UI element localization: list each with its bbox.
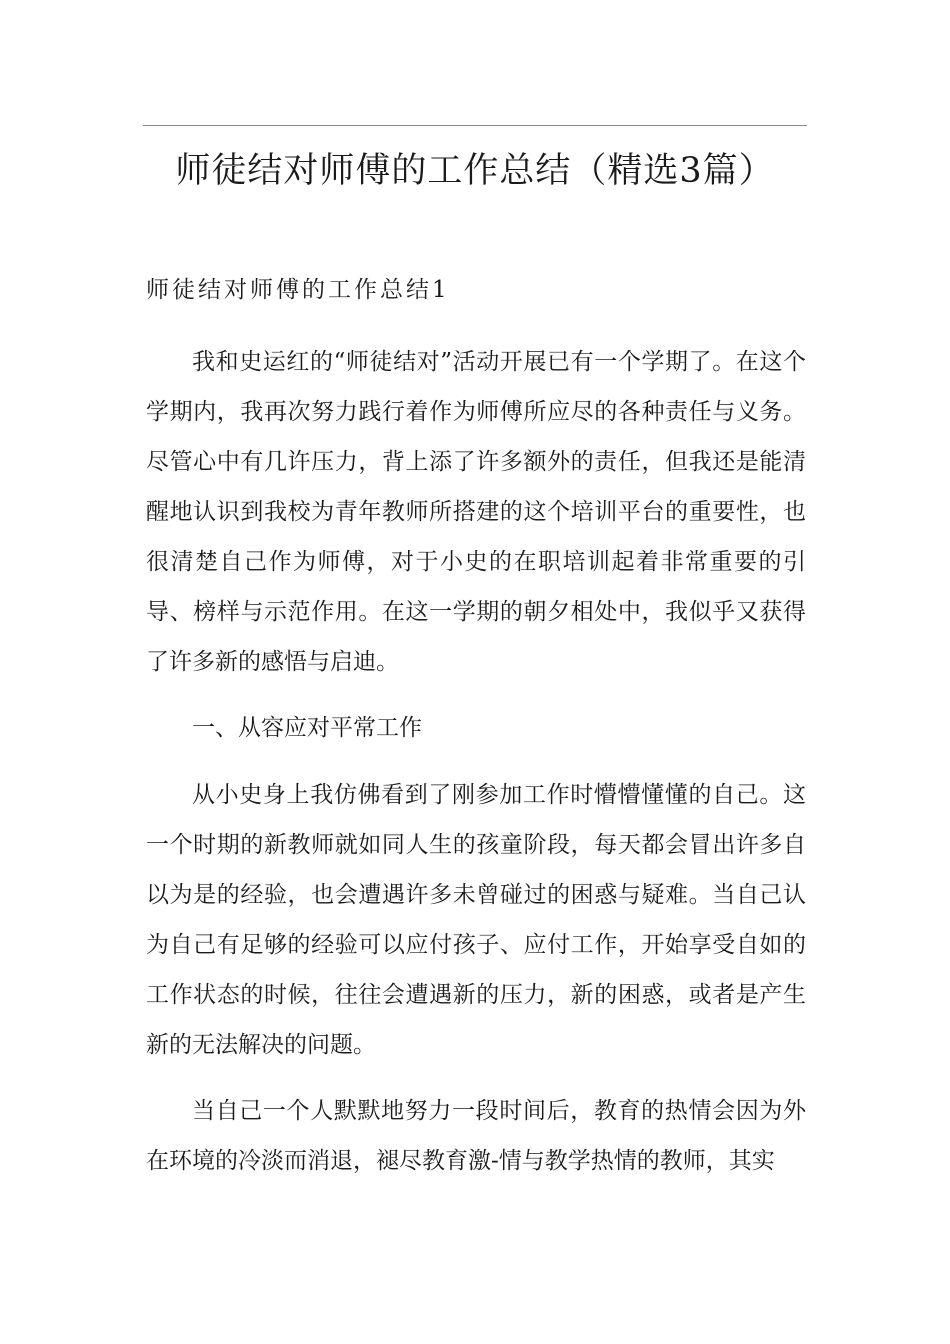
header-rule [143,125,807,126]
subheading-1: 一、从容应对平常工作 [192,715,422,741]
document-title: 师徒结对师傅的工作总结（精选3篇） [175,151,775,191]
paragraph-2 [146,770,806,1070]
paragraph-3 [146,1086,806,1186]
paragraph-1-text: 我和史运红的“师徒结对”活动开展已有一个学期了。在这个学期内，我再次努力践行着作为师傅所应尽的各种责任与义务。尽管心中有几许压力，背上添了许多额外的责任，但我还是能清醒地认识到我校为青年教师所搭建的这个培训平台的重要性，也很清楚自己作为师傅，对于小史的在职培训起着非常重要的引导、榜样与示范作用。在这一学期的朝夕相处中，我似乎又获得了许多新的感悟与启迪。 [146,349,806,675]
paragraph-1 [146,337,806,687]
section-heading: 师徒结对师傅的工作总结1 [146,277,450,303]
paragraph-2-text: 从小史身上我仿佛看到了刚参加工作时懵懵懂懂的自己。这一个时期的新教师就如同人生的孩童阶段，每天都会冒出许多自以为是的经验，也会遭遇许多未曾碰过的困惑与疑难。当自己认为自己有足够的经验可以应付孩子、应付工作，开始享受自如的工作状态的时候，往往会遭遇新的压力，新的困惑，或者是产生新的无法解决的问题。 [146,782,806,1058]
paragraph-3-text: 当自己一个人默默地努力一段时间后，教育的热情会因为外在环境的冷淡而消退，褪尽教育激-情与教学热情的教师，其实 [146,1098,806,1174]
